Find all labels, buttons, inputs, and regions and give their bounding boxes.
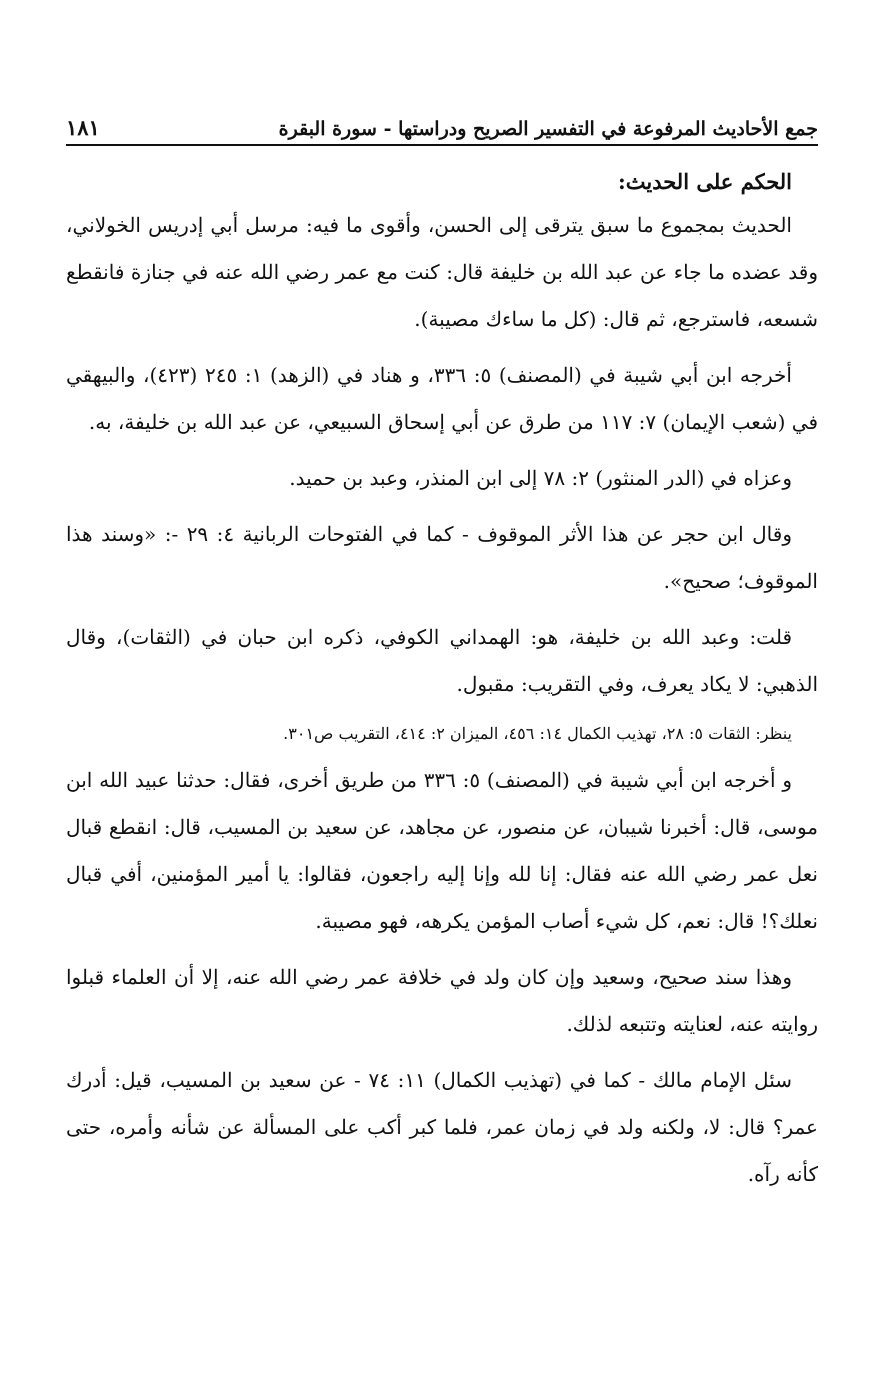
paragraph: قلت: وعبد الله بن خليفة، هو: الهمداني الكوفي، ذكره ابن حبان في (الثقات)، وقال الذهبي: لا يكاد يعرف، وفي التقريب: مقبول.: [66, 625, 818, 696]
header-title: جمع الأحاديث المرفوعة في التفسير الصريح ودراستها - سورة البقرة: [278, 118, 818, 140]
page-number: ١٨١: [66, 115, 100, 140]
paragraph: سئل الإمام مالك - كما في (تهذيب الكمال) ١١: ٧٤ - عن سعيد بن المسيب، قيل: أدرك عمر؟ قال: لا، ولكنه ولد في زمان عمر، فلما كبر أكب على المسألة عن شأنه وأمره، حتى كأنه رآه.: [66, 1068, 818, 1186]
running-header: [66, 108, 818, 146]
page-body: [66, 162, 818, 1207]
paragraph: و أخرجه ابن أبي شيبة في (المصنف) ٥: ٣٣٦ من طريق أخرى، فقال: حدثنا عبيد الله ابن موسى، قال: أخبرنا شيبان، عن منصور، عن مجاهد، عن سعيد بن المسيب، قال: انقطع قبال نعل عمر رضي الله عنه فقال: إنا لله وإنا إليه راجعون، فقالوا: يا أمير المؤمنين، أفي قبال نعلك؟! قال: نعم، كل شيء أصاب المؤمن يكرهه، فهو مصيبة.: [66, 768, 818, 933]
paragraph: الحديث بمجموع ما سبق يترقى إلى الحسن، وأقوى ما فيه: مرسل أبي إدريس الخولاني، وقد عضده ما جاء عن عبد الله بن خليفة قال: كنت مع عمر رضي الله عنه في جنازة فانقطع شسعه، فاسترجع، ثم قال: (كل ما ساءك مصيبة).: [66, 213, 818, 331]
paragraph: أخرجه ابن أبي شيبة في (المصنف) ٥: ٣٣٦، و هناد في (الزهد) ١: ٢٤٥ (٤٢٣)، والبيهقي في (شعب الإيمان) ٧: ١١٧ من طرق عن أبي إسحاق السبيعي، عن عبد الله بن خليفة، به.: [66, 363, 818, 434]
paragraph: وعزاه في (الدر المنثور) ٢: ٧٨ إلى ابن المنذر، وعبد بن حميد.: [289, 466, 792, 490]
paragraph: وهذا سند صحيح، وسعيد وإن كان ولد في خلافة عمر رضي الله عنه، إلا أن العلماء قبلوا روايته عنه، لعنايته وتتبعه لذلك.: [66, 965, 818, 1036]
paragraph: وقال ابن حجر عن هذا الأثر الموقوف - كما في الفتوحات الربانية ٤: ٢٩ -: «وسند هذا الموقوف؛ صحيح».: [66, 522, 818, 593]
reference-note: ينظر: الثقات ٥: ٢٨، تهذيب الكمال ١٤: ٤٥٦، الميزان ٢: ٤١٤، التقريب ص٣٠١.: [283, 724, 792, 743]
section-heading: الحكم على الحديث:: [618, 169, 792, 194]
